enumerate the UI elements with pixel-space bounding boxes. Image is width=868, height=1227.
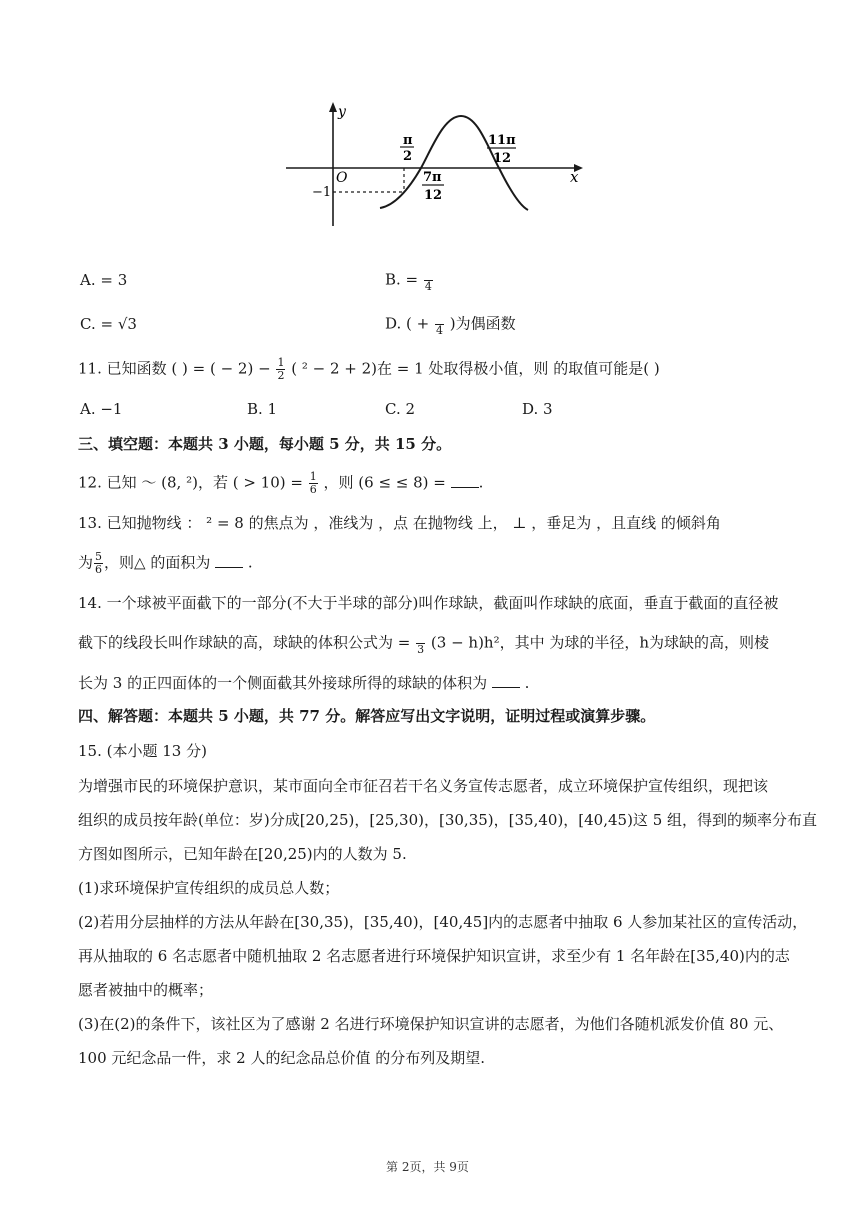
q10-option-b (385, 268, 434, 293)
minus-one-label: −1 (312, 185, 332, 200)
q15-subquestion-3-line1: (3)在(2)的条件下，该社区为了感谢 2 名进行环境保护知识宣讲的志愿者，为他们各随机派发价值 80 元、 (78, 1015, 784, 1033)
q13-answer-blank[interactable] (215, 553, 243, 568)
q14-line3-text: 长为 3 的正四面体的一个侧面截其外接球所得的球缺的体积为 (78, 674, 488, 692)
x-axis-label: x (570, 168, 579, 186)
q14-answer-blank[interactable] (492, 673, 520, 688)
q14-line1: 14. 一个球被平面截下的一部分(不大于半球的部分)叫作球缺，截面叫作球缺的底面，垂直于截面的直径被 (78, 594, 779, 612)
q15-subquestion-2-line1: (2)若用分层抽样的方法从年龄在[30,35)，[35,40)，[40,45]内的志愿者中抽取 6 人参加某社区的宣传活动， (78, 913, 808, 931)
q14-line2 (78, 631, 769, 656)
q10-option-b-text: B. = (385, 270, 419, 289)
eleven-pi-den: 12 (493, 151, 512, 166)
q12-stem-a: 12. 已知 ～ (8, ²)，若 ( > 10) = (78, 473, 303, 492)
q11-stem-b: ( ² − 2 + 2)在 = 1 处取得极小值，则 的取值可能是( ) (291, 359, 660, 378)
section4-heading: 四、解答题：本题共 5 小题，共 77 分。解答应写出文字说明，证明过程或演算步骤。 (78, 707, 656, 725)
q12-stem (78, 471, 483, 496)
seven-pi-num: 7π (423, 170, 442, 185)
q11-option-b: B. 1 (247, 400, 278, 418)
q15-subquestion-1: (1)求环境保护宣传组织的成员总人数； (78, 879, 340, 897)
origin-label: O (336, 170, 348, 186)
q10-option-b-frac: 4 (424, 268, 433, 293)
q13-line1: 13. 已知抛物线 ： ² = 8 的焦点为 ，准线为 ，点 在抛物线 上， ⊥ ，垂足为 ，且直线 的倾斜角 (78, 514, 721, 532)
pi-half-den: 2 (403, 149, 413, 164)
q11-option-a: A. −1 (80, 400, 123, 418)
y-axis-arrow (329, 102, 337, 112)
eleven-pi-num: 11π (488, 133, 516, 148)
page-footer: 第 2页，共 9页 (386, 1160, 469, 1174)
q10-option-d-prefix: D. ( + (385, 314, 430, 333)
q10-option-a: A. = 3 (80, 271, 128, 289)
q11-option-d: D. 3 (522, 400, 553, 418)
q10-option-c: C. = √3 (80, 315, 137, 333)
q13-line2-prefix: 为 (78, 553, 94, 572)
q11-option-c: C. 2 (385, 400, 416, 418)
q12-stem-b: ，则 (6 ≤ ≤ 8) = (323, 473, 446, 492)
q13-line2-suffix: ，则△ 的面积为 (104, 553, 211, 572)
q10-option-d (385, 312, 516, 337)
q14-line2-a: 截下的线段长叫作球缺的高，球缺的体积公式为 = (78, 633, 411, 652)
q10-option-d-suffix: )为偶函数 (449, 314, 516, 333)
q11-stem (78, 357, 660, 382)
function-graph (280, 96, 590, 236)
seven-pi-den: 12 (424, 188, 443, 203)
q15-paragraph-line1: 为增强市民的环境保护意识，某市面向全市征召若干名义务宣传志愿者，成立环境保护宣传组织，现把该 (78, 777, 769, 795)
q15-header: 15. (本小题 13 分) (78, 742, 207, 760)
y-axis-label: y (338, 104, 346, 120)
q13-end: . (243, 553, 253, 572)
q12-frac: $\frac{1}{6}$ (309, 470, 317, 496)
pi-half-num: π (403, 133, 413, 148)
q10-option-d-frac: 4 (435, 312, 444, 337)
q14-end: . (519, 674, 530, 692)
q13-frac: $\frac{5}{6}$ (95, 550, 103, 576)
q11-stem-a: 11. 已知函数 ( ) = ( − 2) − (78, 359, 271, 378)
q14-line2-b: (3 − h)h²，其中 为球的半径，h为球缺的高，则棱 (430, 633, 770, 652)
q15-paragraph-line3: 方图如图所示，已知年龄在[20,25)内的人数为 5. (78, 845, 407, 863)
q15-subquestion-3-line2: 100 元纪念品一件，求 2 人的纪念品总价值 的分布列及期望. (78, 1049, 486, 1067)
q11-frac: $\frac{1}{2}$ (277, 356, 285, 382)
q15-subquestion-2-line3: 愿者被抽中的概率； (78, 981, 214, 999)
q12-end: . (478, 473, 484, 492)
q15-subquestion-2-line2: 再从抽取的 6 名志愿者中随机抽取 2 名志愿者进行环境保护知识宣讲，求至少有 1 名年龄在[35,40)内的志 (78, 947, 790, 965)
q15-paragraph-line2: 组织的成员按年龄(单位：岁)分成[20,25)，[25,30)，[30,35)，[35,40)，[40,45)这 5 组，得到的频率分布直 (78, 811, 818, 829)
q12-answer-blank[interactable] (451, 473, 479, 488)
section3-heading: 三、填空题：本题共 3 小题，每小题 5 分，共 15 分。 (78, 435, 452, 453)
q14-line3 (78, 673, 529, 693)
q14-frac: 3 (416, 631, 425, 656)
q13-line2 (78, 551, 253, 576)
